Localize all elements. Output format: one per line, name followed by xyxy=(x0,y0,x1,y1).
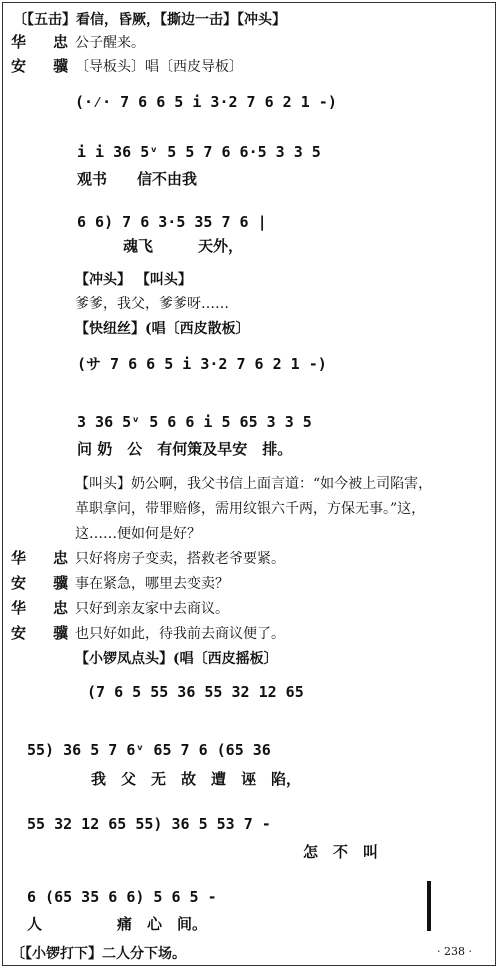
notation-line: 55) 36 5 7 6ᵛ 65 7 6 (65 36 xyxy=(27,741,271,759)
lyric-line: 问 奶 公 有何策及早安 排。 xyxy=(77,440,293,458)
dialog-line: 这……便如何是好？ xyxy=(75,526,201,542)
speaker-label: 华 忠 xyxy=(11,549,75,567)
stage-direction-1: 〔【五击】看信，昏厥，【撕边一击】【冲头】 xyxy=(13,12,286,28)
dialog-line: 只好到亲友家中去商议。 xyxy=(75,601,229,617)
dialog-line: 〔导板头〕唱〔西皮导板〕 xyxy=(75,59,243,75)
lyric-line: 魂飞 天外， xyxy=(123,237,244,255)
dialog-line: 只好将房子变卖，搭救老爷要紧。 xyxy=(75,551,285,567)
notation-line: 3 36 5ᵛ 5 6 6 i 5 65 3 3 5 xyxy=(77,413,312,431)
dialog-line: 也只好如此，待我前去商议便了。 xyxy=(75,626,285,642)
page-number: · 238 · xyxy=(437,945,472,958)
dialog-line: 事在紧急，哪里去变卖？ xyxy=(75,576,229,592)
final-barline xyxy=(427,881,431,931)
speaker-label: 安 骥 xyxy=(11,57,75,75)
notation-line: (サ 7 6 6 5 i 3·2 7 6 2 1 -) xyxy=(77,355,327,373)
stage-direction: 【冲头】 【叫头】 xyxy=(75,272,192,288)
stage-direction: 【快纽丝】(唱〔西皮散板〕 xyxy=(75,321,250,337)
notation-line: 6 6) 7 6 3·5 35 7 6 | xyxy=(77,213,267,231)
speaker-label: 华 忠 xyxy=(11,599,75,617)
dialog-line: 爹爹，我父，爹爹呀…… xyxy=(75,296,229,312)
speaker-label: 安 骥 xyxy=(11,624,75,642)
lyric-line: 人 痛 心 间。 xyxy=(27,915,208,933)
dialog-line: 【叫头】奶公啊，我父书信上面言道：“如今被上司陷害， xyxy=(75,476,433,492)
dialog-line: 革职拿问，带罪赔修，需用纹银六千两，方保无事。”这， xyxy=(75,501,426,517)
notation-line: 55 32 12 65 55) 36 5 53 7 - xyxy=(27,815,271,833)
notation-line: (7 6 5 55 36 55 32 12 65 xyxy=(87,683,304,701)
notation-line: i i 36 5ᵛ 5 5 7 6 6·5 3 3 5 xyxy=(77,143,321,161)
notation-line: 6 (65 35 6 6) 5 6 5 - xyxy=(27,888,217,906)
lyric-line: 观书 信不由我 xyxy=(77,170,198,188)
lyric-line: 我 父 无 故 遭 诬 陷， xyxy=(91,770,302,788)
lyric-line: 怎 不 叫 xyxy=(303,843,379,861)
score-page xyxy=(2,2,496,966)
speaker-label: 华 忠 xyxy=(11,33,75,51)
stage-direction-final: 〔【小锣打下】二人分下场。 xyxy=(11,946,186,962)
dialog-line: 公子醒来。 xyxy=(75,35,145,51)
notation-line: (·⁄· 7 6 6 5 i 3·2 7 6 2 1 -) xyxy=(75,93,337,111)
speaker-label: 安 骥 xyxy=(11,574,75,592)
stage-direction: 【小锣凤点头】(唱〔西皮摇板〕 xyxy=(75,651,278,667)
